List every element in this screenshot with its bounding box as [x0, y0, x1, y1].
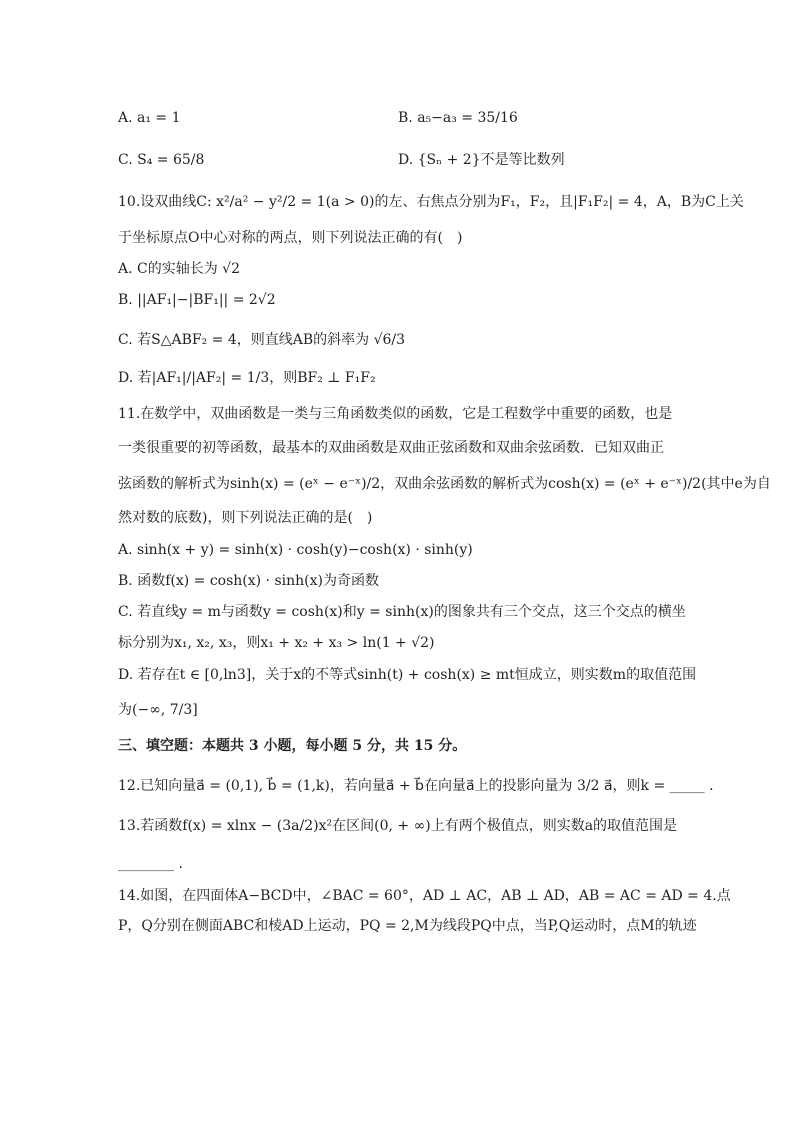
- q11-stem-line1: 11.在数学中，双曲函数是一类与三角函数类似的函数，它是工程数学中重要的函数，也是: [118, 406, 673, 422]
- q10-option-b: B. ||AF₁|−|BF₁|| = 2√2: [118, 292, 276, 308]
- q14-line2: P，Q分别在侧面ABC和棱AD上运动，PQ = 2,M为线段PQ中点，当P,Q运动时，点M的轨迹: [118, 918, 697, 934]
- q13-line2: ________ .: [118, 856, 183, 872]
- q11-option-c-line1: C. 若直线y = m与函数y = cosh(x)和y = sinh(x)的图象共有三个交点，这三个交点的横坐: [118, 604, 686, 620]
- q11-option-a: A. sinh(x + y) = sinh(x) · cosh(y)−cosh(x) · sinh(y): [118, 542, 473, 558]
- q11-option-d-line2: 为(−∞, 7/3]: [118, 702, 198, 718]
- q10-option-a: A. C的实轴长为 √2: [118, 261, 241, 277]
- q11-option-d-line1: D. 若存在t ∈ [0,ln3]，关于x的不等式sinh(t) + cosh(x) ≥ mt恒成立，则实数m的取值范围: [118, 667, 697, 683]
- q10-stem-line1: 10.设双曲线C: x²/a² − y²/2 = 1(a > 0)的左、右焦点分别为F₁，F₂，且|F₁F₂| = 4，A，B为C上关: [118, 194, 744, 210]
- q10-stem-line2: 于坐标原点O中心对称的两点，则下列说法正确的有( ): [118, 230, 463, 246]
- q9-option-b: B. a₅−a₃ = 35/16: [398, 110, 518, 126]
- q10-option-c: C. 若S△ABF₂ = 4，则直线AB的斜率为 √6/3: [118, 332, 406, 348]
- q9-option-d: D. {Sₙ + 2}不是等比数列: [398, 152, 565, 168]
- q11-option-c-line2: 标分别为x₁, x₂, x₃，则x₁ + x₂ + x₃ > ln(1 + √2): [118, 635, 435, 651]
- q9-option-c: C. S₄ = 65/8: [118, 152, 205, 168]
- q12-text: 12.已知向量a⃗ = (0,1), b⃗ = (1,k)，若向量a⃗ + b⃗在向量a⃗上的投影向量为 3/2 a⃗，则k = _____ .: [118, 778, 714, 794]
- q10-option-d: D. 若|AF₁|/|AF₂| = 1/3，则BF₂ ⊥ F₁F₂: [118, 370, 376, 386]
- q11-stem-line3: 弦函数的解析式为sinh(x) = (eˣ − e⁻ˣ)/2，双曲余弦函数的解析式为cosh(x) = (eˣ + e⁻ˣ)/2(其中e为自: [118, 476, 771, 492]
- section3-heading: 三、填空题：本题共 3 小题，每小题 5 分，共 15 分。: [118, 738, 467, 754]
- q11-option-b: B. 函数f(x) = cosh(x) · sinh(x)为奇函数: [118, 573, 379, 589]
- q14-line1: 14.如图，在四面体A−BCD中，∠BAC = 60°，AD ⊥ AC，AB ⊥ AD，AB = AC = AD = 4.点: [118, 888, 731, 904]
- q13-line1: 13.若函数f(x) = xlnx − (3a/2)x²在区间(0, + ∞)上有两个极值点，则实数a的取值范围是: [118, 818, 678, 834]
- q9-option-a: A. a₁ = 1: [118, 110, 181, 126]
- q11-stem-line2: 一类很重要的初等函数，最基本的双曲函数是双曲正弦函数和双曲余弦函数．已知双曲正: [118, 440, 664, 456]
- q11-stem-line4: 然对数的底数)，则下列说法正确的是( ): [118, 510, 373, 526]
